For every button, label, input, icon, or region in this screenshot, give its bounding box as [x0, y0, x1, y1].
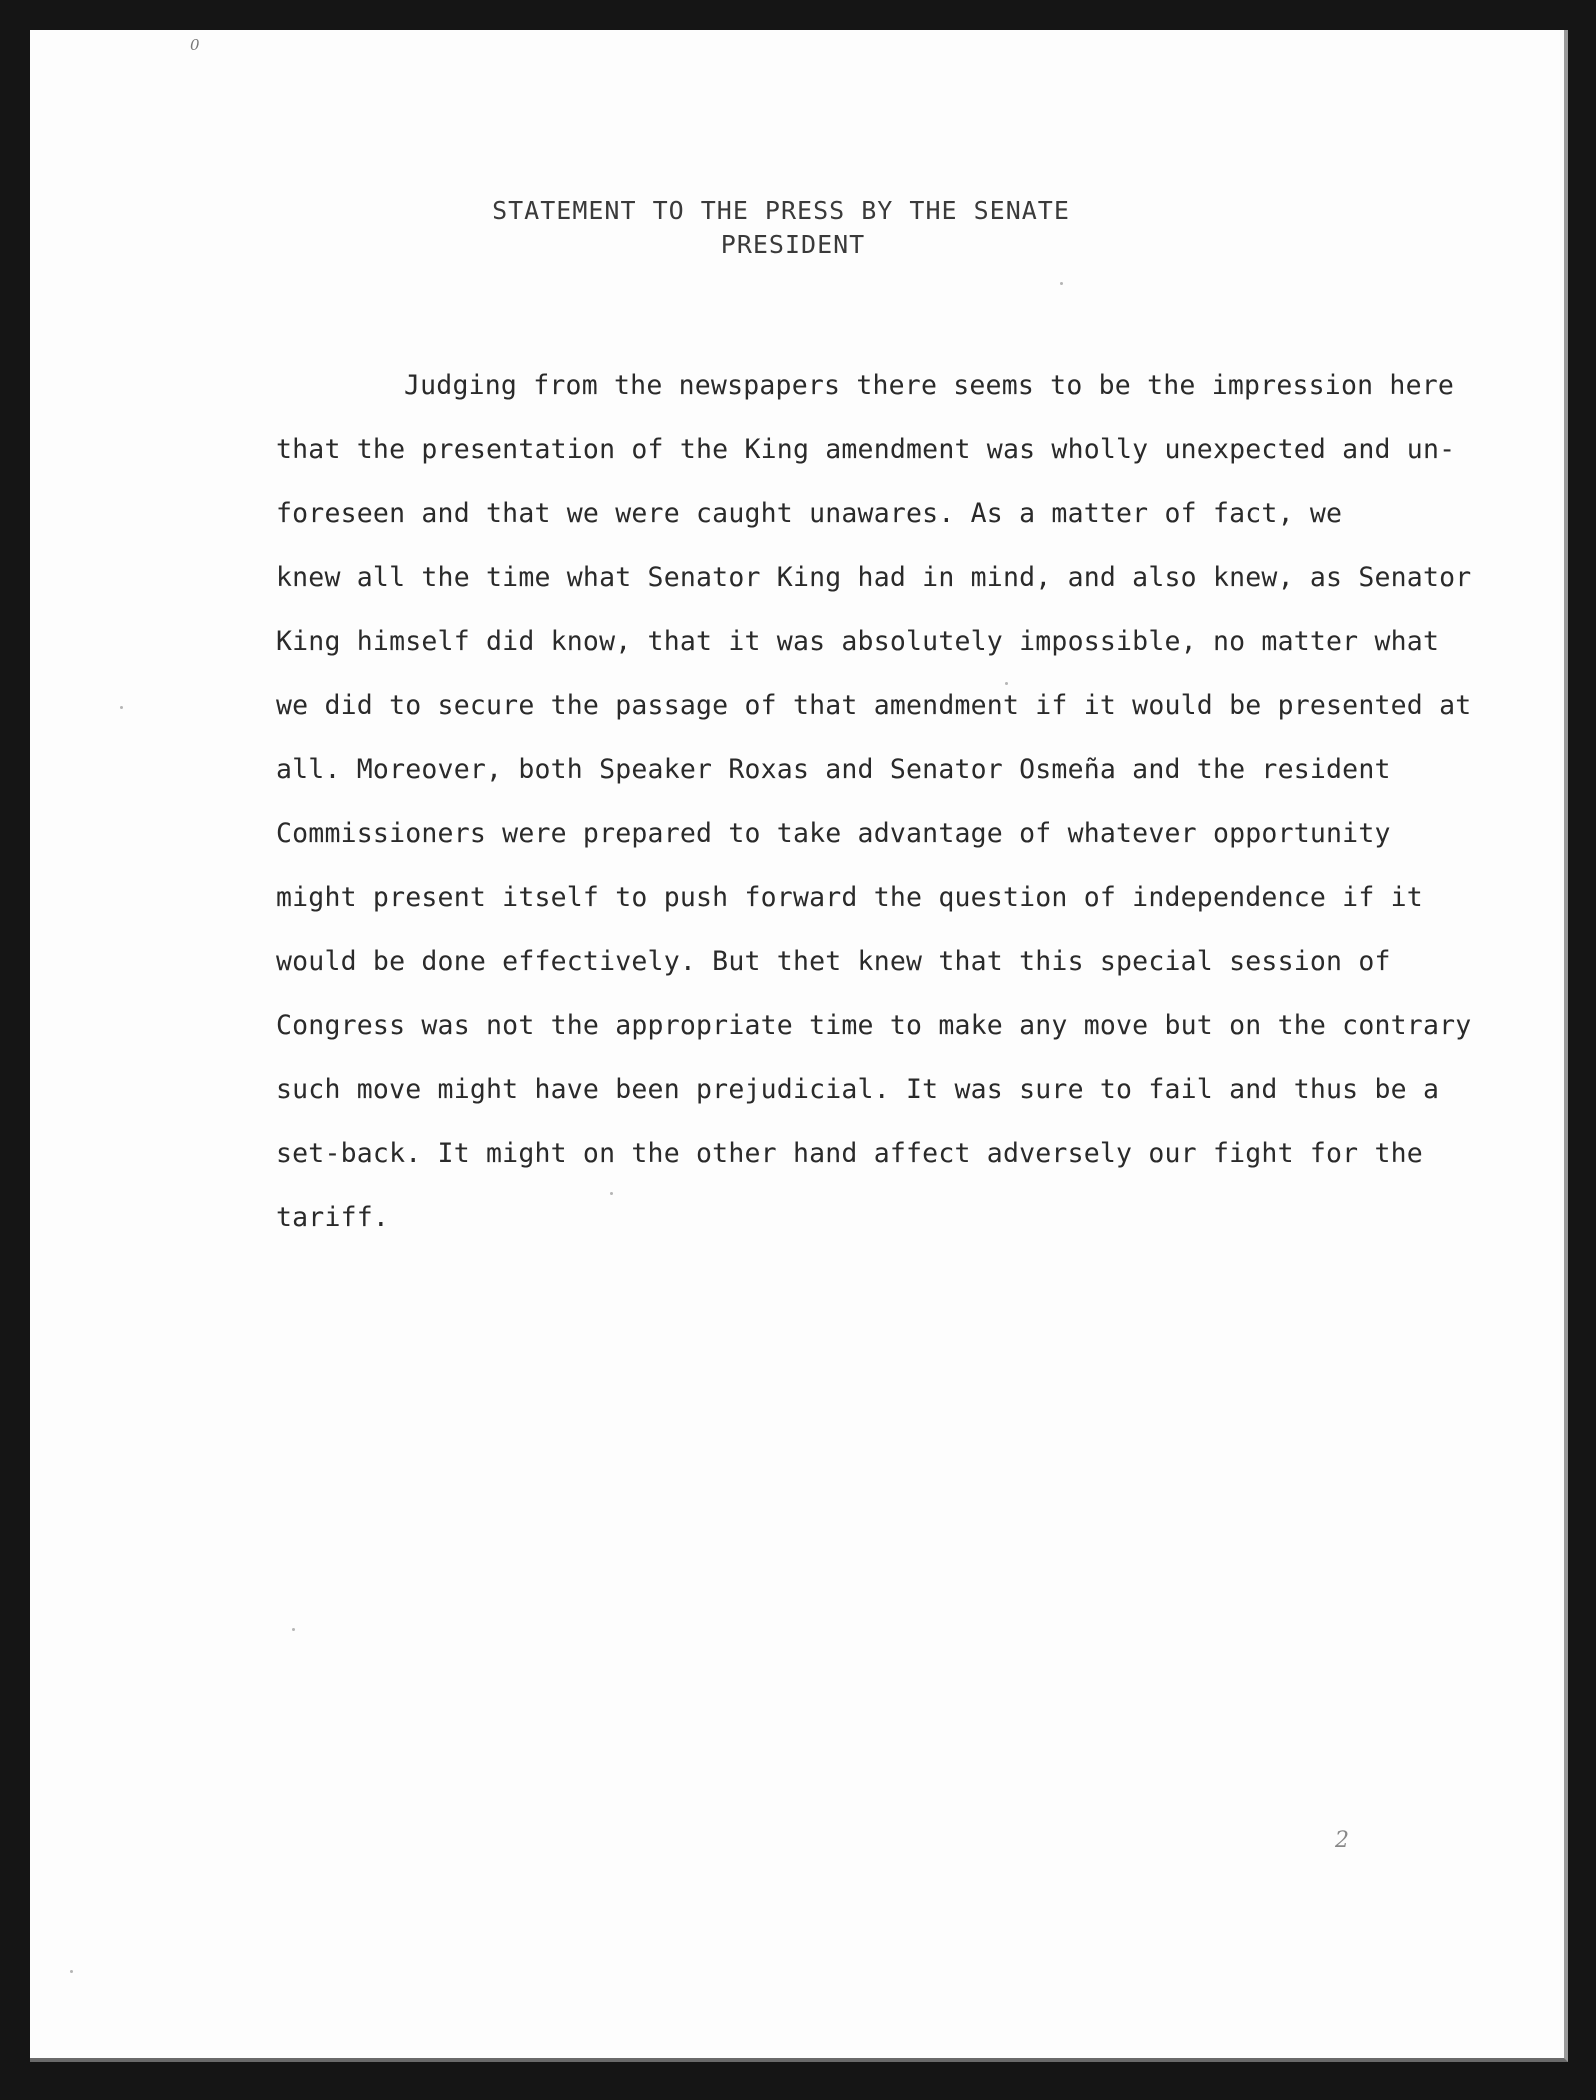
- paper-sheet: [30, 30, 1568, 2062]
- paper-speck: [1005, 682, 1008, 685]
- body-line: Commissioners were prepared to take advantage of whatever opportunity: [276, 818, 1391, 849]
- paper-speck: [610, 1192, 613, 1195]
- body-line: such move might have been prejudicial. It was sure to fail and thus be a: [276, 1074, 1440, 1105]
- document-title-line-2: PRESIDENT: [720, 230, 866, 259]
- body-line: all. Moreover, both Speaker Roxas and Senator Osmeña and the resident: [276, 754, 1391, 785]
- body-line: Judging from the newspapers there seems to be the impression here: [404, 370, 1455, 401]
- paper-speck: [70, 1970, 73, 1973]
- body-line: knew all the time what Senator King had in mind, and also knew, as Senator: [276, 562, 1472, 593]
- body-line: would be done effectively. But thet knew that this special session of: [276, 946, 1391, 977]
- paper-speck: [120, 706, 123, 709]
- paper-speck: [292, 1628, 295, 1631]
- body-line: that the presentation of the King amendment was wholly unexpected and un-: [276, 434, 1456, 465]
- body-line: Congress was not the appropriate time to make any move but on the contrary: [276, 1010, 1472, 1041]
- body-line: tariff.: [276, 1202, 390, 1233]
- body-line: we did to secure the passage of that amendment if it would be presented at: [276, 690, 1472, 721]
- body-line: might present itself to push forward the question of independence if it: [276, 882, 1423, 913]
- body-line: set-back. It might on the other hand affect adversely our fight for the: [276, 1138, 1423, 1169]
- body-line: foreseen and that we were caught unawares. As a matter of fact, we: [276, 498, 1343, 529]
- page-number-pencil-mark: 2: [1335, 1828, 1349, 1853]
- paper-speck: [1060, 282, 1063, 285]
- corner-pencil-mark: 0: [190, 36, 200, 54]
- document-title-line-1: STATEMENT TO THE PRESS BY THE SENATE: [492, 196, 1070, 225]
- body-line: King himself did know, that it was absolutely impossible, no matter what: [276, 626, 1440, 657]
